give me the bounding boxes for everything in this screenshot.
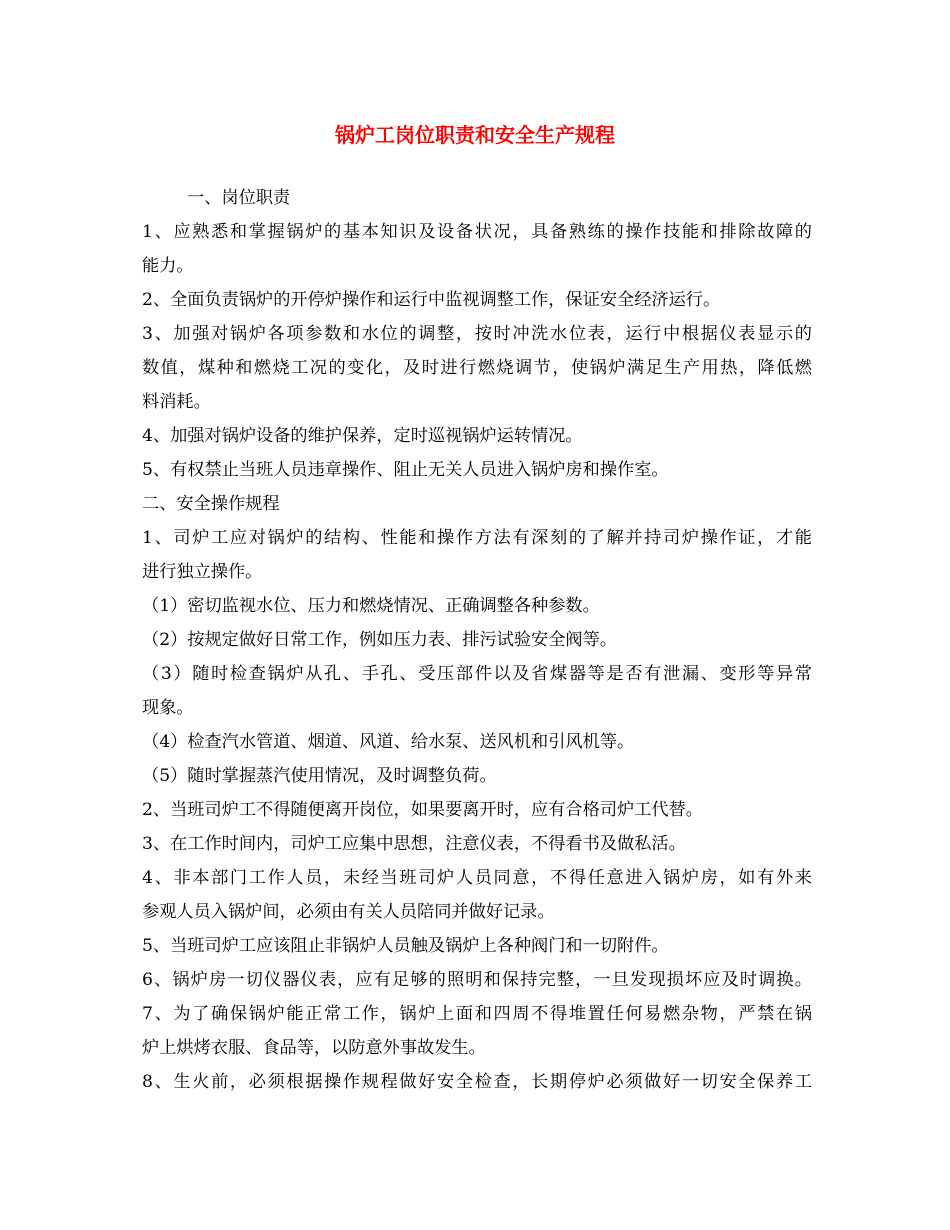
sub-item-line: （3）随时检查锅炉从孔、手孔、受压部件以及省煤器等是否有泄漏、变形等异常 — [142, 664, 812, 684]
paragraph-line: 3、在工作时间内，司炉工应集中思想，注意仪表，不得看书及做私活。 — [142, 834, 686, 854]
sub-item-line: （1）密切监视水位、压力和燃烧情况、正确调整各种参数。 — [142, 596, 600, 616]
sub-item-line: （2）按规定做好日常工作，例如压力表、排污试验安全阀等。 — [142, 630, 618, 650]
paragraph-line: 参观人员入锅炉间，必须由有关人员陪同并做好记录。 — [142, 902, 555, 922]
paragraph-line: 现象。 — [142, 698, 194, 718]
paragraph-line: 4、加强对锅炉设备的维护保养，定时巡视锅炉运转情况。 — [142, 426, 583, 446]
paragraph-line: 能力。 — [142, 256, 194, 276]
paragraph-line: 6、锅炉房一切仪器仪表，应有足够的照明和保持完整，一旦发现损坏应及时调换。 — [142, 970, 812, 990]
section-heading-duties: 一、岗位职责 — [187, 188, 291, 208]
paragraph-line: 2、全面负责锅炉的开停炉操作和运行中监视调整工作，保证安全经济运行。 — [142, 290, 721, 310]
paragraph-line: 1、应熟悉和掌握锅炉的基本知识及设备状况，具备熟练的操作技能和排除故障的 — [142, 222, 812, 242]
paragraph-line: 进行独立操作。 — [142, 562, 263, 582]
paragraph-line: 4、非本部门工作人员，未经当班司炉人员同意，不得任意进入锅炉房，如有外来 — [142, 868, 812, 888]
paragraph-line: 7、为了确保锅炉能正常工作，锅炉上面和四周不得堆置任何易燃杂物，严禁在锅 — [142, 1004, 812, 1024]
document-title: 锅炉工岗位职责和安全生产规程 — [335, 123, 615, 147]
sub-item-line: （4）检查汽水管道、烟道、风道、给水泵、送风机和引风机等。 — [142, 732, 635, 752]
paragraph-line: 5、当班司炉工应该阻止非锅炉人员触及锅炉上各种阀门和一切附件。 — [142, 936, 669, 956]
paragraph-line: 1、司炉工应对锅炉的结构、性能和操作方法有深刻的了解并持司炉操作证，才能 — [142, 528, 812, 548]
paragraph-line: 3、加强对锅炉各项参数和水位的调整，按时冲洗水位表，运行中根据仪表显示的 — [142, 324, 812, 344]
paragraph-line: 料消耗。 — [142, 392, 211, 412]
section-heading-safety: 二、安全操作规程 — [142, 494, 280, 514]
paragraph-line: 8、生火前，必须根据操作规程做好安全检查，长期停炉必须做好一切安全保养工 — [142, 1072, 812, 1092]
paragraph-line: 5、有权禁止当班人员违章操作、阻止无关人员进入锅炉房和操作室。 — [142, 460, 669, 480]
paragraph-line: 2、当班司炉工不得随便离开岗位，如果要离开时，应有合格司炉工代替。 — [142, 800, 703, 820]
paragraph-line: 炉上烘烤衣服、食品等，以防意外事故发生。 — [142, 1038, 486, 1058]
paragraph-line: 数值，煤种和燃烧工况的变化，及时进行燃烧调节，使锅炉满足生产用热，降低燃 — [142, 358, 812, 378]
document-body — [142, 181, 812, 1099]
sub-item-line: （5）随时掌握蒸汽使用情况，及时调整负荷。 — [142, 766, 497, 786]
